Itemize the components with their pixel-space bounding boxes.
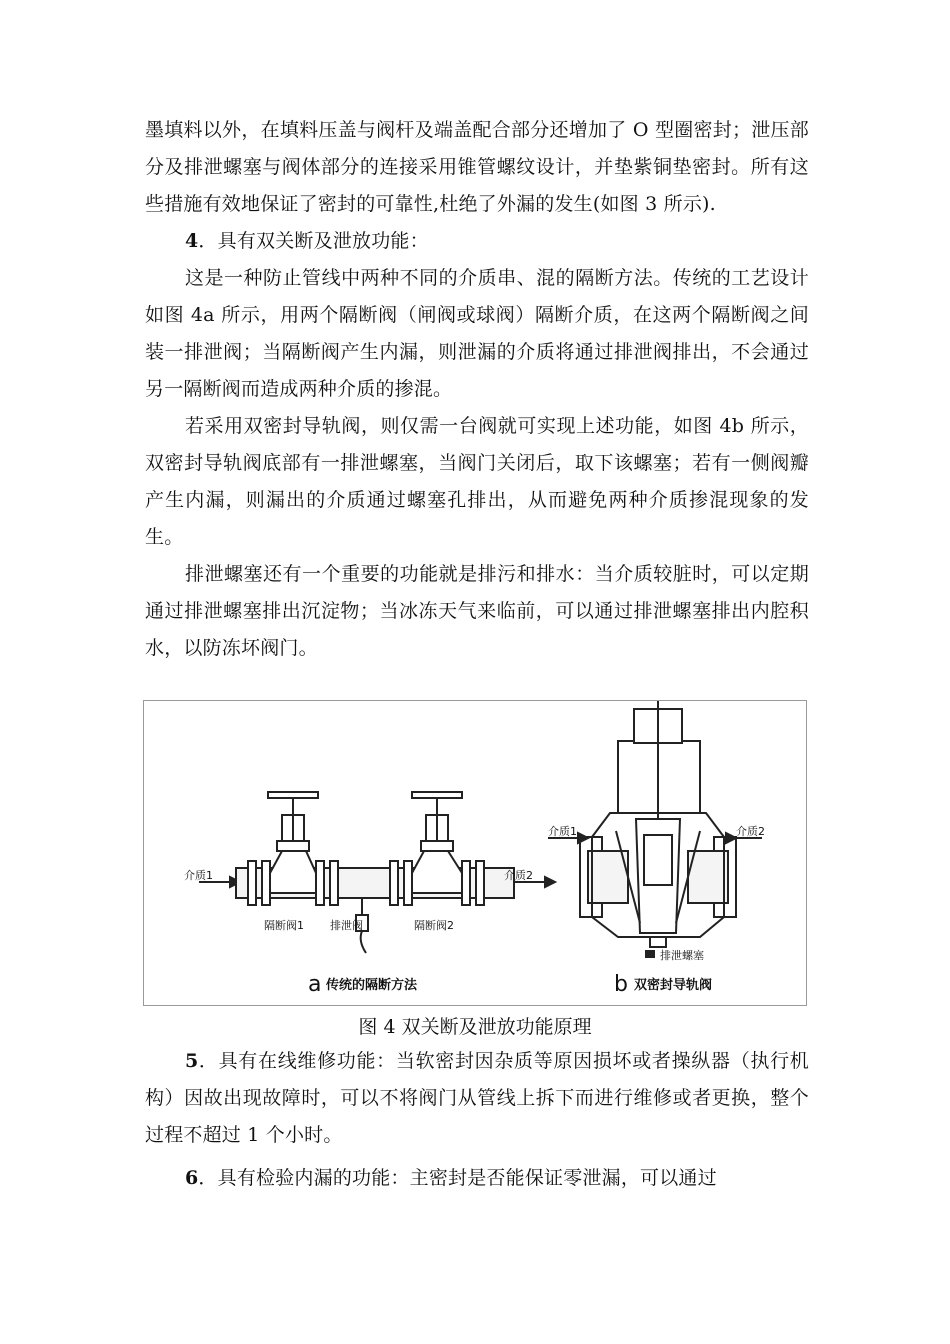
paragraph-5-text: ．具有在线维修功能：当软密封因杂质等原因损坏或者操纵器（执行机构）因故出现故障时，可以不将阀门从管线上拆下而进行维修或者更换，整个过程不超过 1 个小时。	[145, 1050, 809, 1146]
a-label-medium2: 介质2	[504, 869, 533, 882]
heading-number: 6	[185, 1167, 199, 1189]
b-caption-letter: b	[614, 972, 628, 997]
gate-valve-1-handwheel	[268, 792, 318, 798]
gate-valve-2-body	[412, 851, 462, 893]
flange	[390, 861, 398, 905]
paragraph-6-text: ．具有检验内漏的功能：主密封是否能保证零泄漏，可以通过	[198, 1167, 717, 1189]
drain-plug-head	[646, 951, 654, 957]
paragraph-5	[145, 1043, 809, 1154]
a-label-drain: 排泄阀	[330, 919, 363, 932]
b-label-medium2: 介质2	[736, 825, 765, 838]
flange	[476, 861, 484, 905]
gate-valve-2-bonnet	[421, 841, 453, 851]
paragraph-4: 排泄螺塞还有一个重要的功能就是排污和排水：当介质较脏时，可以定期通过排泄螺塞排出沉淀物；当冰冻天气来临前，可以通过排泄螺塞排出内腔积水，以防冻坏阀门。	[145, 563, 809, 659]
flange	[330, 861, 338, 905]
text-block-bottom	[145, 1043, 809, 1197]
a-label-valve2: 隔断阀2	[414, 919, 454, 932]
paragraph-3: 若采用双密封导轨阀，则仅需一台阀就可实现上述功能，如图 4b 所示，双密封导轨阀底部有一排泄螺塞，当阀门关闭后，取下该螺塞；若有一侧阀瓣产生内漏，则漏出的介质通过螺塞孔排出，从而避免两种介质掺混现象的发生。	[145, 415, 809, 548]
paragraph-2: 这是一种防止管线中两种不同的介质串、混的隔断方法。传统的工艺设计如图 4a 所示，用两个隔断阀（闸阀或球阀）隔断介质，在这两个隔断阀之间装一排泄阀；当隔断阀产生内漏，则泄漏的介质将通过排泄阀排出，不会通过另一隔断阀而造成两种介质的掺混。	[145, 267, 809, 400]
a-label-medium1: 介质1	[184, 869, 213, 882]
a-caption-letter: a	[308, 972, 322, 997]
paragraph-1: 墨填料以外，在填料压盖与阀杆及端盖配合部分还增加了 O 型圈密封；泄压部分及排泄螺塞与阀体部分的连接采用锥管螺纹设计，并垫紫铜垫密封。所有这些措施有效地保证了密封的可靠性,杜绝了外漏的发生(如图 3 所示).	[145, 119, 809, 215]
flange	[462, 861, 470, 905]
flange	[404, 861, 412, 905]
flange	[316, 861, 324, 905]
gate-valve-1-body	[270, 851, 316, 893]
figure-4-drawing	[144, 701, 808, 1007]
text-block-top	[145, 112, 809, 667]
right-port	[688, 851, 728, 903]
left-port	[588, 851, 628, 903]
a-label-valve1: 隔断阀1	[264, 919, 304, 932]
heading-number: 5	[185, 1050, 199, 1072]
b-label-medium1: 介质1	[548, 825, 577, 838]
b-label-plug: 排泄螺塞	[660, 949, 704, 962]
arrow-head-right	[545, 877, 555, 887]
a-caption: 传统的隔断方法	[326, 978, 418, 993]
b-caption: 双密封导轨阀	[634, 978, 713, 993]
figure-4	[143, 700, 807, 1006]
drain-plug-body	[650, 937, 666, 947]
flange	[248, 861, 256, 905]
flange	[262, 861, 270, 905]
heading-text: ．具有双关断及泄放功能：	[198, 230, 429, 252]
slips	[644, 835, 672, 885]
paragraph-6	[145, 1160, 809, 1197]
drain-outlet	[361, 931, 366, 953]
gate-valve-2-handwheel	[412, 792, 462, 798]
figure-caption: 图 4 双关断及泄放功能原理	[358, 1016, 592, 1038]
heading-number: 4	[185, 230, 199, 252]
gate-valve-1-bonnet	[277, 841, 309, 851]
heading-4	[145, 223, 809, 260]
